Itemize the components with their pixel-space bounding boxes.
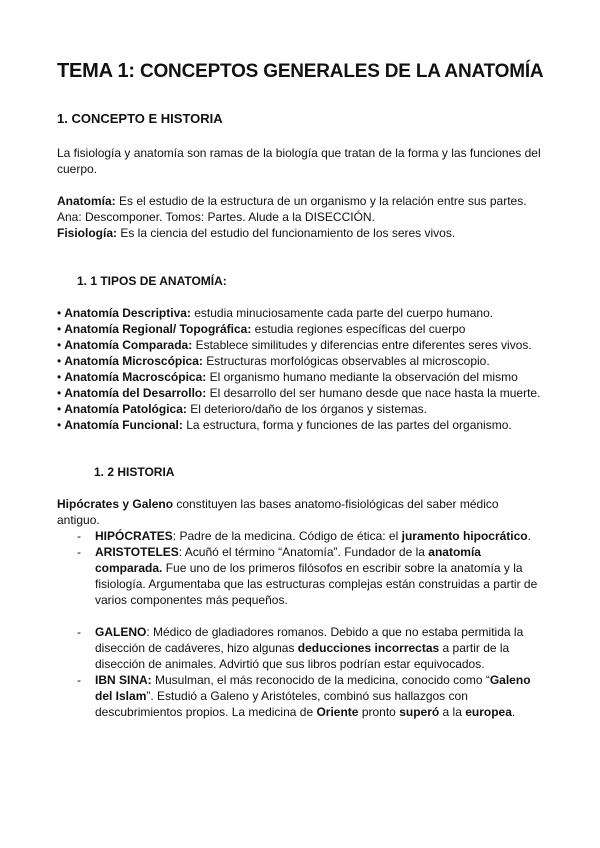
item-term: Anatomía Funcional: [64, 418, 183, 432]
document-title [57, 58, 543, 85]
item-text: estudia minuciosamente cada parte del cuerpo humano. [190, 306, 494, 320]
historia-heading: 1. 2 HISTORIA [94, 465, 175, 479]
title-text: CONCEPTOS GENERALES DE LA ANATOMÍA [139, 61, 544, 82]
item-text: Estructuras morfológicas observables al microscopio. [202, 354, 490, 368]
definition-term: Anatomía: [57, 194, 116, 208]
historia-item-hipocrates [77, 528, 542, 544]
definitions-block [57, 193, 557, 241]
item-text: El deterioro/daño de los órganos y sistemas. [186, 402, 428, 416]
item-text: El desarrollo del ser humano desde que nace hasta la muerte. [206, 386, 541, 400]
item-text: : Padre de la medicina. Código de ética: el [172, 529, 402, 543]
item-text: . [511, 705, 516, 719]
item-text: . [527, 529, 531, 543]
historia-list [77, 528, 542, 736]
historia-item-galeno [77, 624, 542, 672]
item-name: HIPÓCRATES [95, 529, 173, 543]
list-item [57, 417, 567, 433]
item-term: Anatomía Comparada: [64, 338, 193, 352]
item-bold: superó [399, 705, 440, 719]
item-term: Anatomía Descriptiva: [64, 306, 191, 320]
item-bold: deducciones incorrectas [297, 641, 440, 655]
item-name: GALENO [95, 625, 147, 639]
item-bold: Oriente [316, 705, 359, 719]
definition-text: Es la ciencia del estudio del funcionamiento de los seres vivos. [117, 226, 456, 240]
intro-bold: Hipócrates y Galeno [57, 497, 174, 511]
etymology-line: Ana: Descomponer. Tomos: Partes. Alude a la DISECCIÓN. [57, 210, 375, 224]
tipos-heading: 1. 1 TIPOS DE ANATOMÍA: [77, 274, 227, 288]
item-text: estudia regiones específicas del cuerpo [251, 322, 466, 336]
item-text: pronto [358, 705, 400, 719]
item-term: Anatomía Macroscópica: [64, 370, 207, 384]
item-text: Establece similitudes y diferencias entre diferentes seres vivos. [192, 338, 532, 352]
list-item [57, 337, 567, 353]
intro-text: constituyen las bases anatomo-fisiológicas del saber médico antiguo. [57, 497, 499, 527]
item-term: Anatomía Microscópica: [64, 354, 203, 368]
list-item [57, 305, 567, 321]
historia-item-aristoteles [77, 544, 542, 624]
item-text: a la [439, 705, 466, 719]
item-text: : Médico de gladiadores romanos. Debido a que no estaba permitida la disección de cadáveres, hizo algunas [95, 625, 524, 655]
item-bold: juramento hipocrático [401, 529, 528, 543]
item-term: Anatomía Regional/ Topográfica: [64, 322, 252, 336]
list-item [57, 321, 567, 337]
list-item [57, 353, 567, 369]
definition-anatomia [57, 193, 557, 209]
historia-item-ibnsina [77, 672, 542, 736]
item-text: La estructura, forma y funciones de las partes del organismo. [182, 418, 512, 432]
tipos-list [57, 305, 567, 433]
item-name: ARISTOTELES [95, 545, 179, 559]
item-term: Anatomía del Desarrollo: [64, 386, 207, 400]
item-text: : Acuñó el término “Anatomía”. Fundador de la [178, 545, 429, 559]
list-item [57, 369, 567, 385]
intro-paragraph: La fisiología y anatomía son ramas de la biología que tratan de la forma y las funciones del cuerpo. [57, 146, 541, 176]
item-text: ”. Estudió a Galeno y Aristóteles, combinó sus hallazgos con descubrimientos propios. La medicina de [95, 689, 468, 719]
item-text: Musulman, el más reconocido de la medicina, conocido como “ [151, 673, 490, 687]
item-term: Anatomía Patológica: [64, 402, 187, 416]
item-text: a partir de la disección de animales. Advirtió que sus libros podrían estar equivocados. [95, 641, 510, 671]
historia-intro [57, 496, 537, 528]
section-heading: 1. CONCEPTO E HISTORIA [57, 111, 223, 126]
item-text: Fue uno de los primeros filósofos en escribir sobre la anatomía y la fisiología. Argumentaba que las estructuras complejas están construidas a partir de varios componentes más pequeños. [95, 561, 538, 607]
item-bold: anatomía comparada. [95, 545, 481, 575]
definition-term: Fisiología: [57, 226, 117, 240]
item-name: IBN SINA: [95, 673, 152, 687]
definition-text: Es el estudio de la estructura de un organismo y la relación entre sus partes. [115, 194, 527, 208]
list-item [57, 401, 567, 417]
title-prefix: TEMA 1: [57, 60, 135, 82]
definition-fisiologia [57, 225, 557, 241]
item-bold: europea [465, 705, 512, 719]
item-text: El organismo humano mediante la observación del mismo [206, 370, 518, 384]
list-item [57, 385, 567, 401]
item-bold: Galeno del Islam [95, 673, 531, 703]
